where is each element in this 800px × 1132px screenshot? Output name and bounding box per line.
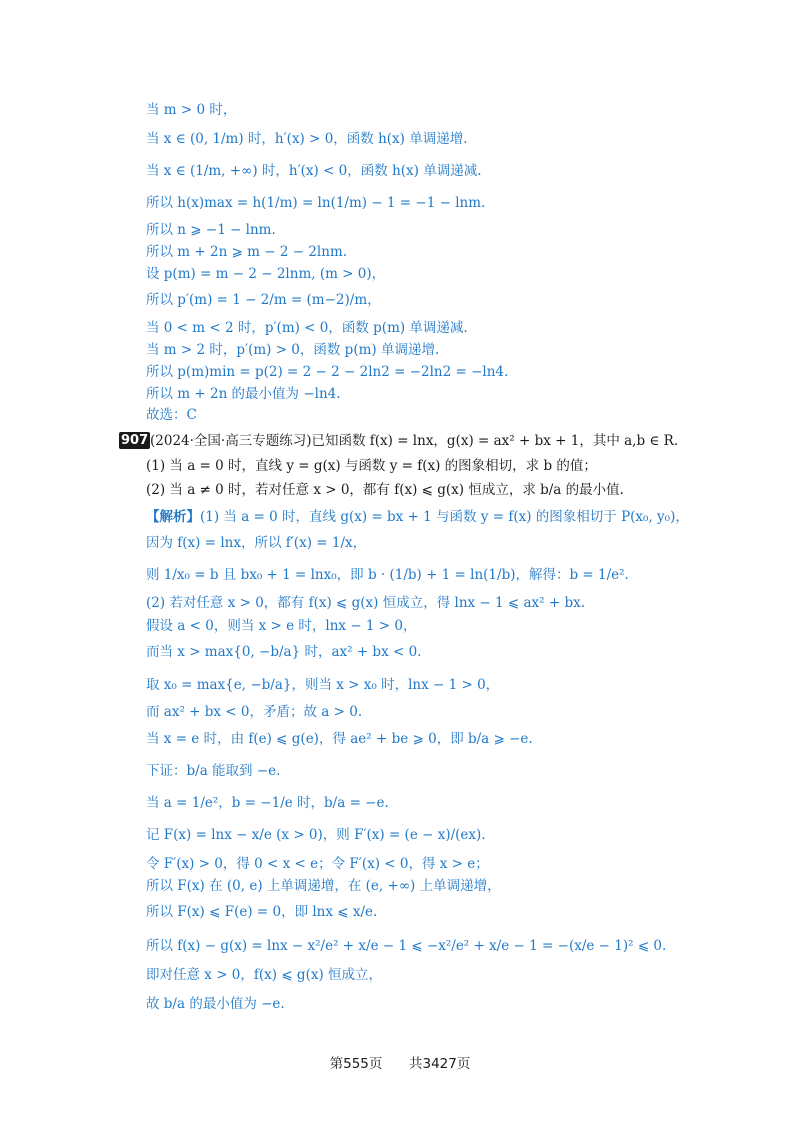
page-footer <box>0 1052 800 1072</box>
analysis-first-line <box>146 508 689 526</box>
solution-line: 设 p(m) = m − 2 − 2lnm, (m > 0)， <box>146 266 386 282</box>
solution-line: 当 m > 2 时，p′(m) > 0，函数 p(m) 单调递增. <box>146 342 440 358</box>
analysis-line: 当 x = e 时，由 f(e) ⩽ g(e)，得 ae² + be ⩾ 0，即 b/a ⩾ −e. <box>146 731 533 747</box>
problem-part-1: (1) 当 a = 0 时，直线 y = g(x) 与函数 y = f(x) 的图象相切，求 b 的值； <box>146 458 597 474</box>
analysis-line: 而当 x > max{0, −b/a} 时，ax² + bx < 0. <box>146 644 422 660</box>
analysis-line: 即对任意 x > 0，f(x) ⩽ g(x) 恒成立， <box>146 967 383 983</box>
solution-line: 所以 m + 2n 的最小值为 −ln4. <box>146 386 341 402</box>
analysis-line: 令 F′(x) > 0，得 0 < x < e；令 F′(x) < 0，得 x > e； <box>146 856 489 872</box>
analysis-line: 则 1/x₀ = b 且 bx₀ + 1 = lnx₀，即 b · (1/b) + 1 = ln(1/b)，解得：b = 1/e². <box>146 567 629 583</box>
analysis-line: 所以 F(x) 在 (0, e) 上单调递增，在 (e, +∞) 上单调递增， <box>146 878 501 894</box>
analysis-line: 记 F(x) = lnx − x/e (x > 0)，则 F′(x) = (e − x)/(ex). <box>146 827 486 843</box>
solution-line: 所以 n ⩾ −1 − lnm. <box>146 222 276 238</box>
problem-part-2: (2) 当 a ≠ 0 时，若对任意 x > 0，都有 f(x) ⩽ g(x) 恒成立，求 b/a 的最小值. <box>146 482 624 498</box>
solution-line: 所以 p(m)min = p(2) = 2 − 2 − 2ln2 = −2ln2 = −ln4. <box>146 364 509 380</box>
analysis-line: (2) 若对任意 x > 0，都有 f(x) ⩽ g(x) 恒成立，得 lnx − 1 ⩽ ax² + bx. <box>146 595 586 611</box>
analysis-line: 假设 a < 0，则当 x > e 时，lnx − 1 > 0， <box>146 618 417 634</box>
analysis-line: 取 x₀ = max{e, −b/a}，则当 x > x₀ 时，lnx − 1 > 0， <box>146 677 500 693</box>
analysis-line: 所以 F(x) ⩽ F(e) = 0，即 lnx ⩽ x/e. <box>146 904 378 920</box>
solution-line: 所以 p′(m) = 1 − 2/m = (m−2)/m， <box>146 292 381 308</box>
solution-line: 所以 m + 2n ⩾ m − 2 − 2lnm. <box>146 244 348 260</box>
solution-line: 当 0 < m < 2 时，p′(m) < 0，函数 p(m) 单调递减. <box>146 320 468 336</box>
solution-line: 所以 h(x)max = h(1/m) = ln(1/m) − 1 = −1 − lnm. <box>146 195 486 211</box>
analysis-line: 故 b/a 的最小值为 −e. <box>146 996 285 1012</box>
problem-number-badge: 907 <box>121 433 149 448</box>
analysis-line: 下证：b/a 能取到 −e. <box>146 763 281 779</box>
analysis-line: 当 a = 1/e²，b = −1/e 时，b/a = −e. <box>146 795 389 811</box>
solution-line: 故选：C <box>146 407 197 423</box>
page-total: 共3427页 <box>409 1056 471 1072</box>
solution-line: 当 x ∈ (0, 1/m) 时，h′(x) > 0，函数 h(x) 单调递增. <box>146 131 468 147</box>
solution-line: 当 m > 0 时， <box>146 102 237 118</box>
analysis-label: 【解析】 <box>146 509 200 525</box>
analysis-line: 因为 f(x) = lnx，所以 f′(x) = 1/x， <box>146 535 367 551</box>
analysis-line: 而 ax² + bx < 0，矛盾；故 a > 0. <box>146 704 363 720</box>
solution-line: 当 x ∈ (1/m, +∞) 时，h′(x) < 0，函数 h(x) 单调递减. <box>146 163 482 179</box>
page-number: 第555页 <box>329 1056 383 1072</box>
analysis-line: (1) 当 a = 0 时，直线 g(x) = bx + 1 与函数 y = f(x) 的图象相切于 P(x₀, y₀)， <box>200 509 689 525</box>
analysis-line: 所以 f(x) − g(x) = lnx − x²/e² + x/e − 1 ⩽ −x²/e² + x/e − 1 = −(x/e − 1)² ⩽ 0. <box>146 938 667 954</box>
problem-stem: (2024·全国·高三专题练习)已知函数 f(x) = lnx，g(x) = ax² + bx + 1，其中 a,b ∈ R. <box>150 433 679 449</box>
